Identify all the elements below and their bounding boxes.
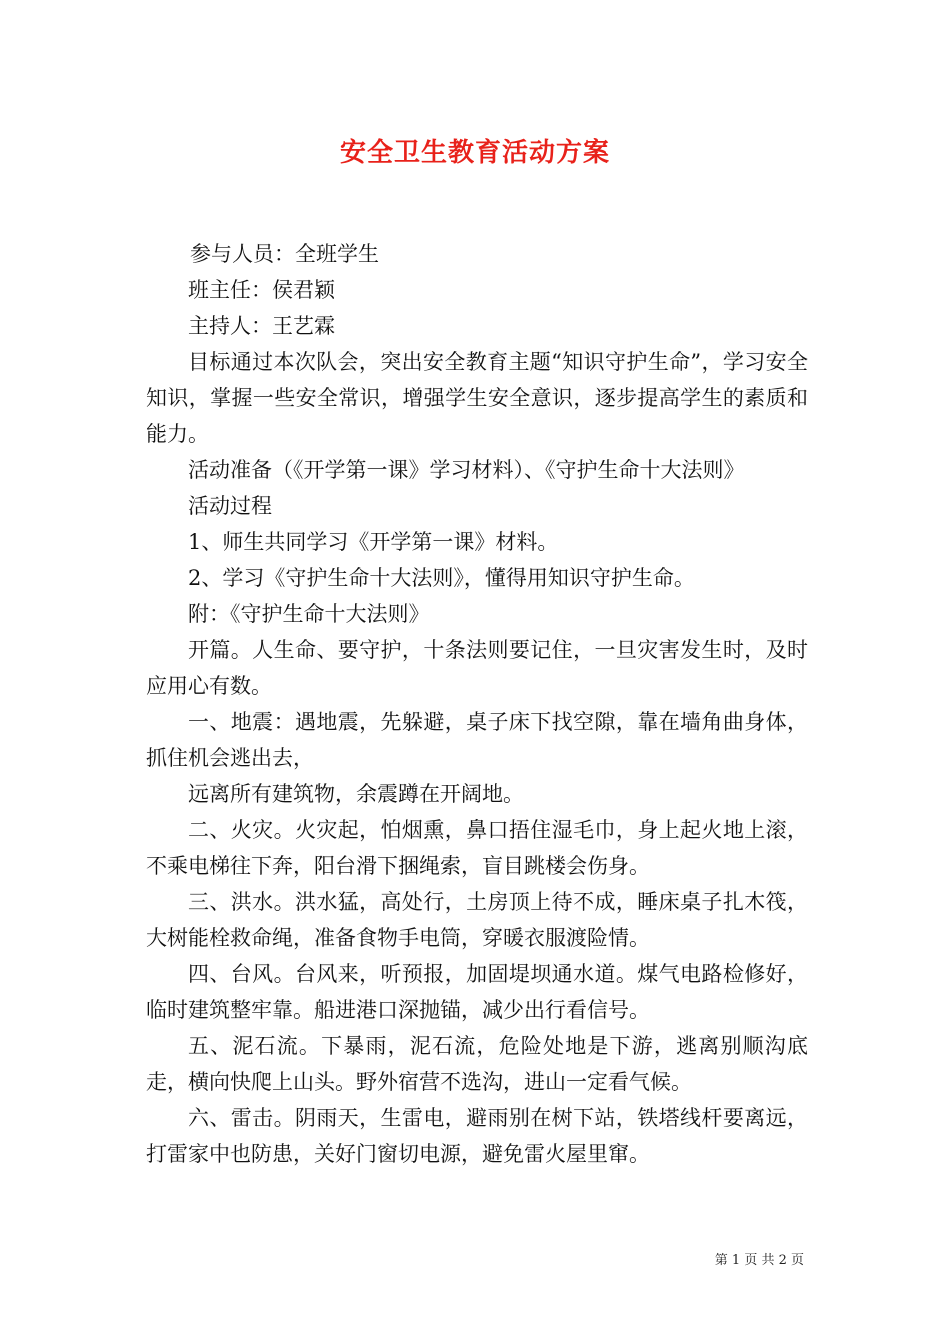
paragraph-step-1: 1、师生共同学习《开学第一课》材料。 [188,530,559,554]
paragraph-earthquake: 一、地震：遇地震，先躲避，桌子床下找空隙，靠在墙角曲身体，抓住机会逃出去， [146,710,808,770]
paragraph-flood: 三、洪水。洪水猛，高处行，土房顶上待不成，睡床桌子扎木筏，大树能栓救命绳，准备食物手电筒，穿暖衣服渡险情。 [146,890,808,950]
paragraph-host: 主持人：王艺霖 [188,314,335,338]
paragraph-step-2: 2、学习《守护生命十大法则》，懂得用知识守护生命。 [188,566,695,590]
paragraph-earthquake-cont: 远离所有建筑物，余震蹲在开阔地。 [188,782,524,806]
paragraph-participants: 参与人员：全班学生 [190,242,379,266]
document-title: 安全卫生教育活动方案 [339,138,610,168]
document-body [146,236,808,1172]
paragraph-opening: 开篇。人生命、要守护，十条法则要记住，一旦灾害发生时，及时应用心有数。 [146,638,808,698]
paragraph-fire: 二、火灾。火灾起，怕烟熏，鼻口捂住湿毛巾，身上起火地上滚，不乘电梯往下奔，阳台滑下捆绳索，盲目跳楼会伤身。 [146,818,808,878]
paragraph-typhoon: 四、台风。台风来，听预报，加固堤坝通水道。煤气电路检修好，临时建筑整牢靠。船进港口深抛锚，减少出行看信号。 [146,962,808,1022]
paragraph-lightning: 六、雷击。阴雨天，生雷电，避雨别在树下站，铁塔线杆要离远，打雷家中也防患，关好门窗切电源，避免雷火屋里窜。 [146,1106,808,1166]
paragraph-head-teacher: 班主任：侯君颖 [188,278,335,302]
page-number: 第 1 页 共 2 页 [714,1253,804,1268]
paragraph-appendix: 附：《守护生命十大法则》 [188,602,430,626]
paragraph-preparation: 活动准备（《开学第一课》学习材料）、《守护生命十大法则》 [188,458,745,482]
paragraph-process-heading: 活动过程 [188,494,272,518]
paragraph-mudslide: 五、泥石流。下暴雨，泥石流，危险处地是下游，逃离别顺沟底走，横向快爬上山头。野外宿营不选沟，进山一定看气候。 [146,1034,808,1094]
paragraph-goal: 目标通过本次队会，突出安全教育主题“知识守护生命”，学习安全知识，掌握一些安全常识，增强学生安全意识，逐步提高学生的素质和能力。 [146,350,808,446]
